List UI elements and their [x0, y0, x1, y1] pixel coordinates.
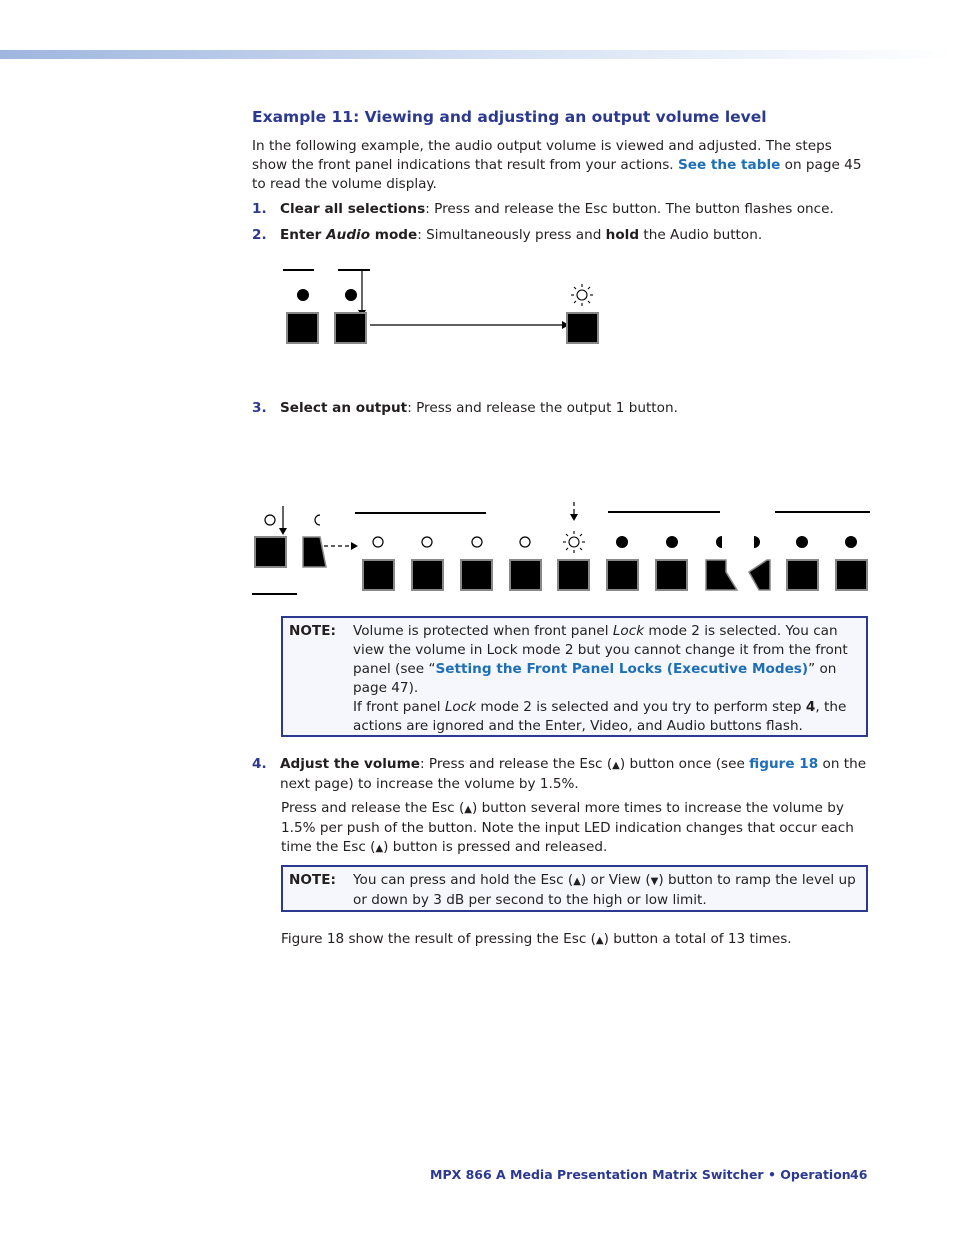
note-ramp-volume: NOTE: You can press and hold the Esc (▲) or View (▼) button to ramp the level up or down by 3 dB per second to the high or low limit.: [281, 865, 868, 912]
esc-button: [255, 537, 286, 567]
led-on: [616, 536, 628, 548]
led-on: [297, 289, 309, 301]
note-volume-protection: NOTE: Volume is protected when front panel Lock mode 2 is selected. You can view the volume in Lock mode 2 but you cannot change it from the front panel (see “Setting the Front Panel Locks (Executive Modes)” on page 47). If front panel Lock mode 2 is selected and you try to perform step 4, the actions are ignored and the Enter, Video, and Audio buttons flash.: [281, 616, 868, 737]
led-blink-icon: [563, 531, 585, 553]
up-arrow-icon: ▲: [375, 843, 384, 854]
led-on: [754, 536, 760, 548]
input-button-4: [510, 560, 541, 590]
figure-select-output: [250, 498, 875, 600]
page-number: 46: [850, 1167, 868, 1182]
audio-button: [567, 313, 598, 343]
up-arrow-icon: ▲: [464, 804, 472, 815]
view-button: [303, 537, 326, 567]
led-off: [520, 537, 530, 547]
output-button-5: [749, 560, 770, 590]
see-the-table-link[interactable]: See the table: [677, 157, 781, 173]
repeat-paragraph: Press and release the Esc (▲) button several more times to increase the volume by 1.5% per push of the button. Note the input LED indication changes that occur each time the Esc (▲) button is pressed and released.: [281, 800, 854, 855]
arrow-head: [279, 528, 287, 535]
output-button-6: [787, 560, 818, 590]
led-off: [265, 515, 275, 525]
input-button-3: [461, 560, 492, 590]
front-panel-locks-link[interactable]: Setting the Front Panel Locks (Executive Modes): [435, 661, 809, 677]
header-gradient-bar: [0, 50, 954, 59]
led-off: [373, 537, 383, 547]
output-button-4: [706, 560, 737, 590]
panel-button: [287, 313, 318, 343]
figure-enter-audio-mode: [270, 262, 620, 352]
arrow-head: [351, 542, 358, 550]
led-off: [422, 537, 432, 547]
page-footer: [430, 1167, 870, 1182]
led-off: [315, 515, 320, 525]
led-on: [345, 289, 357, 301]
led-on: [796, 536, 808, 548]
input-button-2: [412, 560, 443, 590]
arrow-head: [570, 514, 578, 521]
section-heading: Example 11: Viewing and adjusting an output volume level: [252, 108, 767, 126]
led-on: [666, 536, 678, 548]
figure-18-link[interactable]: figure 18: [749, 756, 819, 772]
led-blink-icon: [571, 284, 593, 306]
down-arrow-icon: ▼: [650, 876, 659, 887]
output-button-2: [607, 560, 638, 590]
output-button-3: [656, 560, 687, 590]
up-arrow-icon: ▲: [612, 760, 620, 771]
led-off: [472, 537, 482, 547]
up-arrow-icon: ▲: [573, 876, 581, 887]
led-on: [716, 536, 722, 548]
closing-paragraph: Figure 18 show the result of pressing the Esc (▲) button a total of 13 times.: [281, 931, 792, 947]
led-on: [845, 536, 857, 548]
intro-paragraph: In the following example, the audio output volume is viewed and adjusted. The steps show the front panel indications that result from your actions. See the table on page 45 to read the volume display.: [252, 138, 862, 192]
up-arrow-icon: ▲: [595, 935, 604, 946]
footer-title: MPX 866 A Media Presentation Matrix Switcher • Operation: [430, 1167, 851, 1182]
output-button-7: [836, 560, 867, 590]
output-button-1: [558, 560, 589, 590]
panel-button: [335, 313, 366, 343]
input-button-1: [363, 560, 394, 590]
